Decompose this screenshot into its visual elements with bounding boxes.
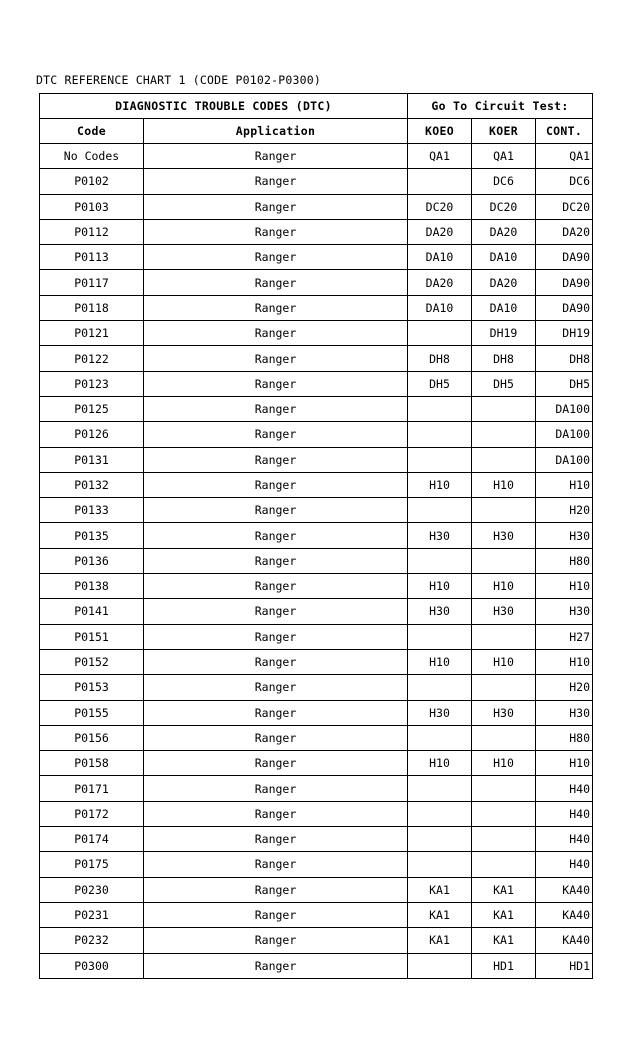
- cont-cell: HD1: [536, 953, 593, 978]
- code-cell: P0121: [40, 321, 144, 346]
- koer-cell: [472, 725, 536, 750]
- application-cell: Ranger: [144, 725, 408, 750]
- table-row: [40, 245, 593, 270]
- application-cell: Ranger: [144, 498, 408, 523]
- table-row: [40, 953, 593, 978]
- cont-cell: H40: [536, 827, 593, 852]
- cont-cell: DA100: [536, 447, 593, 472]
- koeo-cell: KA1: [408, 902, 472, 927]
- koer-cell: [472, 675, 536, 700]
- code-cell: P0138: [40, 574, 144, 599]
- dtc-table: [39, 93, 593, 979]
- koeo-cell: H10: [408, 574, 472, 599]
- koer-cell: DH8: [472, 346, 536, 371]
- application-cell: Ranger: [144, 624, 408, 649]
- cont-cell: H20: [536, 498, 593, 523]
- koer-cell: HD1: [472, 953, 536, 978]
- koer-cell: DC20: [472, 194, 536, 219]
- application-column-header: Application: [144, 119, 408, 144]
- koeo-cell: [408, 624, 472, 649]
- table-row: [40, 144, 593, 169]
- table-row: [40, 346, 593, 371]
- table-row: [40, 270, 593, 295]
- application-cell: Ranger: [144, 295, 408, 320]
- table-row: [40, 523, 593, 548]
- koer-cell: DA20: [472, 219, 536, 244]
- application-cell: Ranger: [144, 447, 408, 472]
- koer-cell: DC6: [472, 169, 536, 194]
- koeo-cell: QA1: [408, 144, 472, 169]
- application-cell: Ranger: [144, 928, 408, 953]
- cont-cell: H40: [536, 801, 593, 826]
- code-cell: P0172: [40, 801, 144, 826]
- code-cell: P0125: [40, 396, 144, 421]
- application-cell: Ranger: [144, 144, 408, 169]
- koeo-cell: [408, 169, 472, 194]
- koer-cell: [472, 548, 536, 573]
- koeo-column-header: KOEO: [408, 119, 472, 144]
- koeo-cell: H30: [408, 523, 472, 548]
- table-row: [40, 472, 593, 497]
- cont-cell: DA90: [536, 295, 593, 320]
- application-cell: Ranger: [144, 902, 408, 927]
- table-row: [40, 675, 593, 700]
- code-cell: P0171: [40, 776, 144, 801]
- koer-cell: KA1: [472, 877, 536, 902]
- koeo-cell: [408, 447, 472, 472]
- application-cell: Ranger: [144, 396, 408, 421]
- cont-cell: KA40: [536, 902, 593, 927]
- koer-cell: DA20: [472, 270, 536, 295]
- koeo-cell: [408, 498, 472, 523]
- koer-cell: H30: [472, 599, 536, 624]
- application-cell: Ranger: [144, 574, 408, 599]
- cont-cell: H10: [536, 751, 593, 776]
- table-row: [40, 396, 593, 421]
- cont-cell: H10: [536, 574, 593, 599]
- koer-cell: H10: [472, 751, 536, 776]
- koer-cell: [472, 852, 536, 877]
- cont-cell: DA90: [536, 245, 593, 270]
- koeo-cell: [408, 776, 472, 801]
- cont-cell: DH5: [536, 371, 593, 396]
- table-row: [40, 877, 593, 902]
- cont-cell: DA100: [536, 422, 593, 447]
- code-cell: P0123: [40, 371, 144, 396]
- koeo-cell: DA10: [408, 295, 472, 320]
- circuit-test-group-header: Go To Circuit Test:: [408, 94, 593, 119]
- code-cell: P0156: [40, 725, 144, 750]
- cont-cell: H30: [536, 700, 593, 725]
- koer-cell: [472, 498, 536, 523]
- application-cell: Ranger: [144, 599, 408, 624]
- koeo-cell: [408, 396, 472, 421]
- koer-cell: DA10: [472, 245, 536, 270]
- application-cell: Ranger: [144, 245, 408, 270]
- application-cell: Ranger: [144, 219, 408, 244]
- cont-cell: H40: [536, 852, 593, 877]
- koeo-cell: [408, 852, 472, 877]
- koeo-cell: DH5: [408, 371, 472, 396]
- application-cell: Ranger: [144, 194, 408, 219]
- koeo-cell: [408, 725, 472, 750]
- code-cell: P0153: [40, 675, 144, 700]
- application-cell: Ranger: [144, 776, 408, 801]
- cont-cell: H27: [536, 624, 593, 649]
- koeo-cell: DC20: [408, 194, 472, 219]
- koeo-cell: DH8: [408, 346, 472, 371]
- koer-cell: [472, 624, 536, 649]
- dtc-group-header: DIAGNOSTIC TROUBLE CODES (DTC): [40, 94, 408, 119]
- cont-cell: H30: [536, 523, 593, 548]
- cont-cell: KA40: [536, 928, 593, 953]
- table-row: [40, 498, 593, 523]
- table-row: [40, 422, 593, 447]
- cont-cell: DA100: [536, 396, 593, 421]
- table-row: [40, 852, 593, 877]
- cont-cell: DC6: [536, 169, 593, 194]
- table-row: [40, 219, 593, 244]
- application-cell: Ranger: [144, 346, 408, 371]
- koeo-cell: H10: [408, 472, 472, 497]
- cont-cell: H20: [536, 675, 593, 700]
- koeo-cell: KA1: [408, 877, 472, 902]
- cont-cell: H10: [536, 472, 593, 497]
- cont-cell: H40: [536, 776, 593, 801]
- application-cell: Ranger: [144, 422, 408, 447]
- koeo-cell: H10: [408, 649, 472, 674]
- code-cell: P0158: [40, 751, 144, 776]
- koer-cell: [472, 447, 536, 472]
- application-cell: Ranger: [144, 321, 408, 346]
- table-row: [40, 928, 593, 953]
- cont-cell: H30: [536, 599, 593, 624]
- cont-cell: H10: [536, 649, 593, 674]
- koer-cell: DH5: [472, 371, 536, 396]
- koeo-cell: [408, 321, 472, 346]
- chart-title: DTC REFERENCE CHART 1 (CODE P0102-P0300): [36, 73, 321, 87]
- code-cell: P0136: [40, 548, 144, 573]
- table-row: [40, 321, 593, 346]
- table-row: [40, 295, 593, 320]
- table-row: [40, 624, 593, 649]
- code-cell: P0230: [40, 877, 144, 902]
- application-cell: Ranger: [144, 877, 408, 902]
- table-row: [40, 371, 593, 396]
- koeo-cell: [408, 827, 472, 852]
- code-cell: P0131: [40, 447, 144, 472]
- application-cell: Ranger: [144, 827, 408, 852]
- table-row: [40, 801, 593, 826]
- code-cell: P0117: [40, 270, 144, 295]
- table-row: [40, 902, 593, 927]
- table-row: [40, 548, 593, 573]
- table-row: [40, 827, 593, 852]
- koeo-cell: H30: [408, 599, 472, 624]
- code-cell: P0300: [40, 953, 144, 978]
- koer-cell: [472, 396, 536, 421]
- koer-cell: DH19: [472, 321, 536, 346]
- cont-cell: DA90: [536, 270, 593, 295]
- code-cell: P0152: [40, 649, 144, 674]
- code-cell: P0141: [40, 599, 144, 624]
- koeo-cell: [408, 675, 472, 700]
- application-cell: Ranger: [144, 523, 408, 548]
- code-cell: P0151: [40, 624, 144, 649]
- code-cell: P0231: [40, 902, 144, 927]
- table-row: [40, 574, 593, 599]
- application-cell: Ranger: [144, 675, 408, 700]
- koeo-cell: DA20: [408, 219, 472, 244]
- code-cell: No Codes: [40, 144, 144, 169]
- code-cell: P0122: [40, 346, 144, 371]
- koer-cell: [472, 801, 536, 826]
- cont-cell: H80: [536, 548, 593, 573]
- application-cell: Ranger: [144, 751, 408, 776]
- koeo-cell: [408, 801, 472, 826]
- koer-cell: DA10: [472, 295, 536, 320]
- table-row: [40, 599, 593, 624]
- koeo-cell: KA1: [408, 928, 472, 953]
- cont-cell: KA40: [536, 877, 593, 902]
- code-cell: P0113: [40, 245, 144, 270]
- table-row: [40, 751, 593, 776]
- koer-cell: H30: [472, 700, 536, 725]
- application-cell: Ranger: [144, 852, 408, 877]
- code-cell: P0135: [40, 523, 144, 548]
- table-row: [40, 776, 593, 801]
- dtc-table-body: [40, 144, 593, 979]
- application-cell: Ranger: [144, 700, 408, 725]
- code-cell: P0112: [40, 219, 144, 244]
- koer-cell: KA1: [472, 902, 536, 927]
- koer-cell: H10: [472, 649, 536, 674]
- code-cell: P0174: [40, 827, 144, 852]
- koeo-cell: DA10: [408, 245, 472, 270]
- code-cell: P0132: [40, 472, 144, 497]
- koer-cell: QA1: [472, 144, 536, 169]
- koer-cell: H10: [472, 472, 536, 497]
- koer-cell: [472, 776, 536, 801]
- koeo-cell: [408, 548, 472, 573]
- code-cell: P0232: [40, 928, 144, 953]
- code-cell: P0102: [40, 169, 144, 194]
- application-cell: Ranger: [144, 548, 408, 573]
- code-cell: P0155: [40, 700, 144, 725]
- code-cell: P0133: [40, 498, 144, 523]
- application-cell: Ranger: [144, 953, 408, 978]
- cont-cell: DA20: [536, 219, 593, 244]
- table-row: [40, 649, 593, 674]
- application-cell: Ranger: [144, 169, 408, 194]
- application-cell: Ranger: [144, 649, 408, 674]
- table-row: [40, 194, 593, 219]
- code-cell: P0118: [40, 295, 144, 320]
- koeo-cell: H30: [408, 700, 472, 725]
- application-cell: Ranger: [144, 270, 408, 295]
- table-row: [40, 169, 593, 194]
- application-cell: Ranger: [144, 801, 408, 826]
- cont-cell: H80: [536, 725, 593, 750]
- table-row: [40, 447, 593, 472]
- koer-cell: H10: [472, 574, 536, 599]
- cont-cell: QA1: [536, 144, 593, 169]
- code-cell: P0175: [40, 852, 144, 877]
- code-cell: P0126: [40, 422, 144, 447]
- cont-cell: DH19: [536, 321, 593, 346]
- cont-column-header: CONT.: [536, 119, 593, 144]
- application-cell: Ranger: [144, 371, 408, 396]
- koeo-cell: DA20: [408, 270, 472, 295]
- koeo-cell: [408, 953, 472, 978]
- cont-cell: DH8: [536, 346, 593, 371]
- table-row: [40, 700, 593, 725]
- code-column-header: Code: [40, 119, 144, 144]
- koer-cell: KA1: [472, 928, 536, 953]
- application-cell: Ranger: [144, 472, 408, 497]
- koer-cell: [472, 827, 536, 852]
- koer-cell: H30: [472, 523, 536, 548]
- code-cell: P0103: [40, 194, 144, 219]
- koer-column-header: KOER: [472, 119, 536, 144]
- cont-cell: DC20: [536, 194, 593, 219]
- koeo-cell: [408, 422, 472, 447]
- koeo-cell: H10: [408, 751, 472, 776]
- koer-cell: [472, 422, 536, 447]
- table-row: [40, 725, 593, 750]
